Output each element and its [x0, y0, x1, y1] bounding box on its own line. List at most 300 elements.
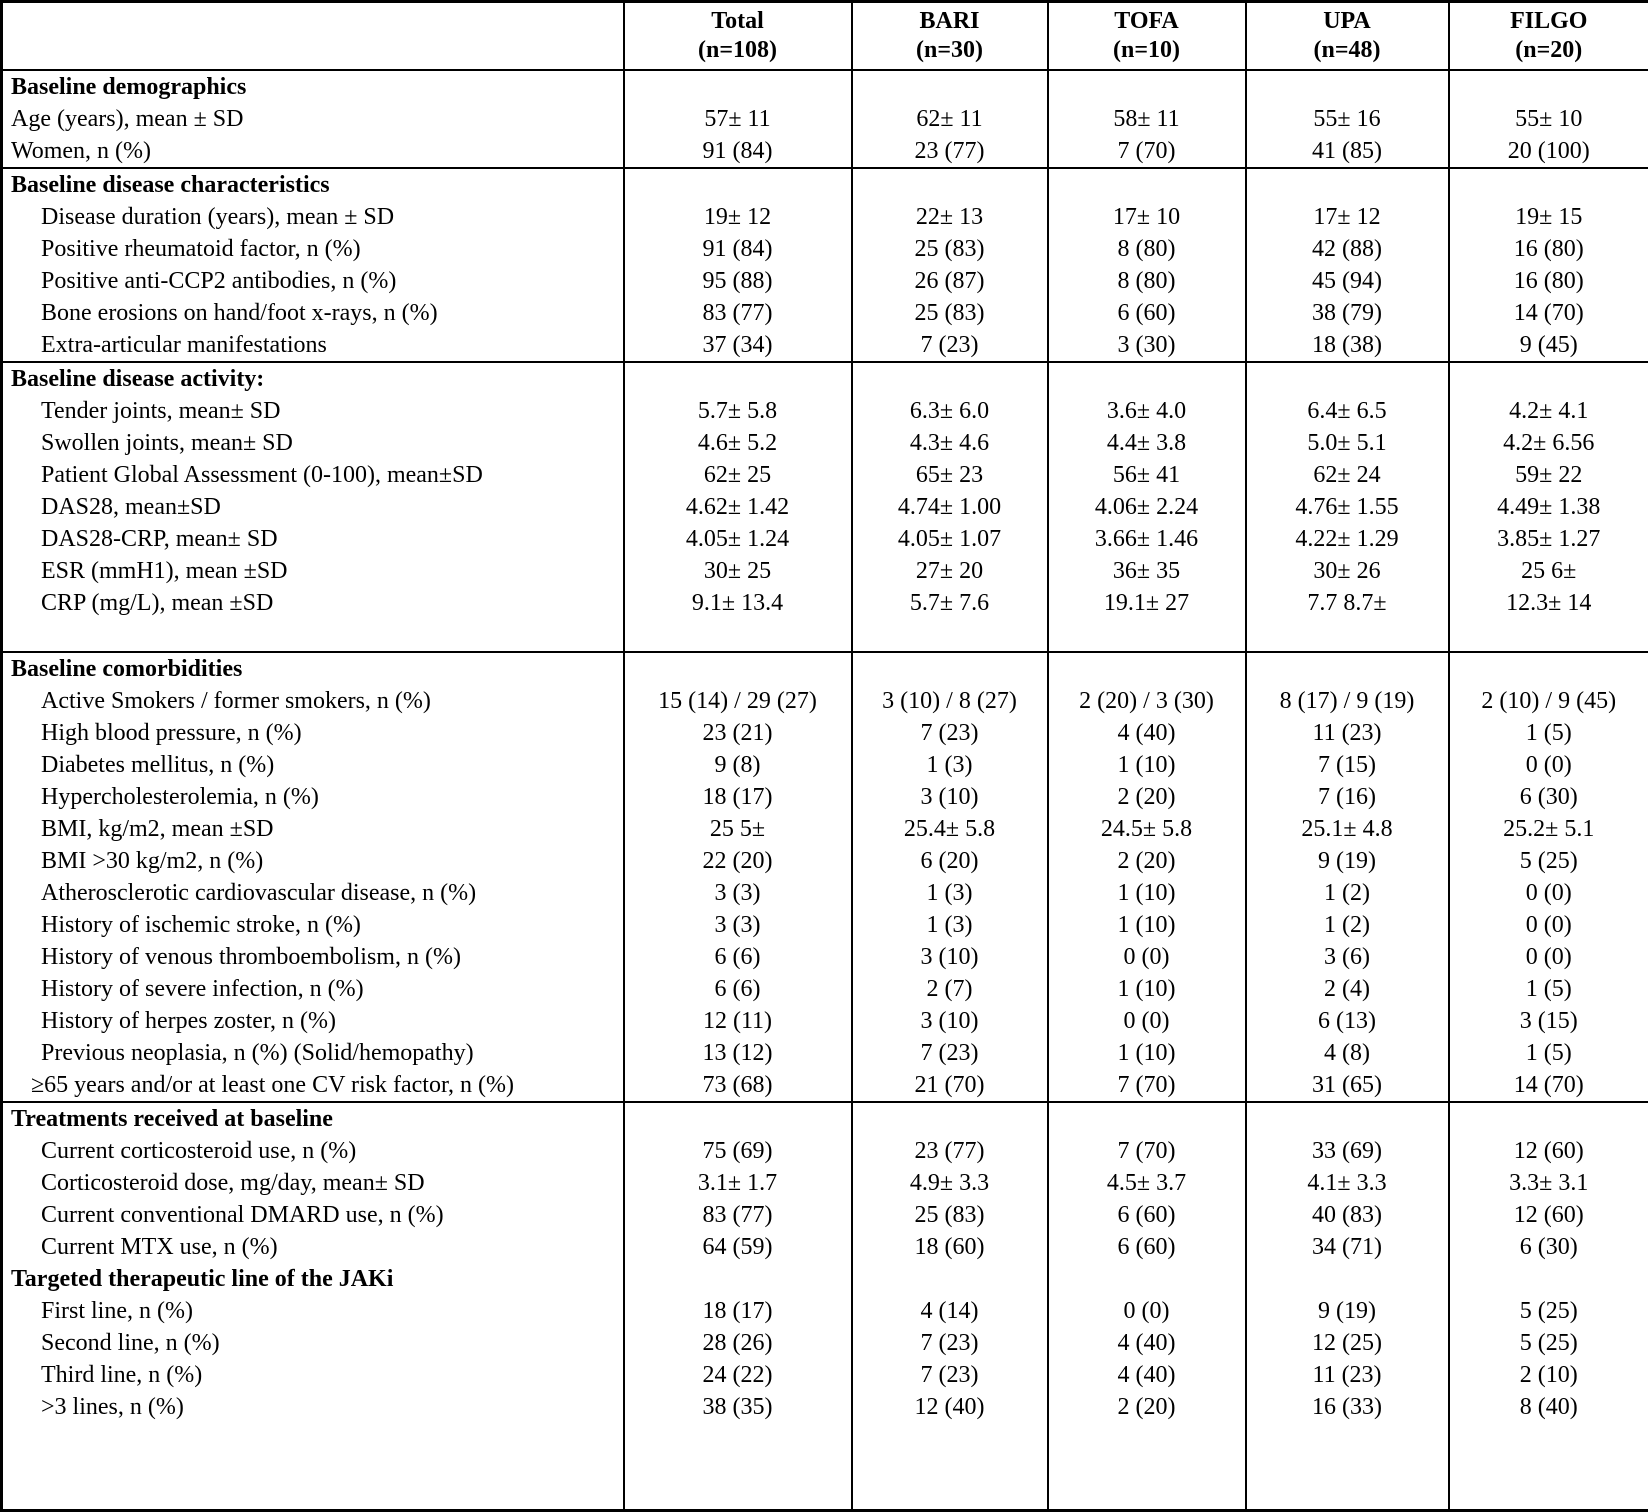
cell-value: 3.66± 1.46 [1048, 523, 1246, 555]
cell-value: 25 (83) [852, 233, 1048, 265]
row-label: ≥65 years and/or at least one CV risk factor, n (%) [2, 1069, 624, 1102]
column-header-label: FILGO [1450, 7, 1648, 36]
row-label [2, 619, 624, 652]
cell-value: 1 (10) [1048, 877, 1246, 909]
cell-value: 6 (30) [1449, 1231, 1648, 1263]
cell-value: 17± 12 [1246, 201, 1449, 233]
cell-value: 58± 11 [1048, 103, 1246, 135]
cell-value: 22 (20) [624, 845, 852, 877]
cell-value: 7.7 8.7± [1246, 587, 1449, 619]
cell-value: 95 (88) [624, 265, 852, 297]
cell-value [624, 168, 852, 201]
cell-value: 75 (69) [624, 1135, 852, 1167]
row-label: Active Smokers / former smokers, n (%) [2, 685, 624, 717]
cell-value: 5 (25) [1449, 845, 1648, 877]
table-row [2, 685, 1648, 717]
cell-value: 4.3± 4.6 [852, 427, 1048, 459]
cell-value: 14 (70) [1449, 297, 1648, 329]
cell-value: 4.1± 3.3 [1246, 1167, 1449, 1199]
cell-value: 6 (60) [1048, 297, 1246, 329]
row-label: Current conventional DMARD use, n (%) [2, 1199, 624, 1231]
cell-value: 4 (40) [1048, 1327, 1246, 1359]
cell-value: 5.0± 5.1 [1246, 427, 1449, 459]
row-label: Current MTX use, n (%) [2, 1231, 624, 1263]
cell-value [624, 1423, 852, 1511]
cell-value: 0 (0) [1048, 1295, 1246, 1327]
cell-value: 9 (45) [1449, 329, 1648, 362]
cell-value: 8 (80) [1048, 265, 1246, 297]
row-label: Positive anti-CCP2 antibodies, n (%) [2, 265, 624, 297]
cell-value: 34 (71) [1246, 1231, 1449, 1263]
cell-value: 1 (5) [1449, 973, 1648, 1005]
table-row [2, 1199, 1648, 1231]
cell-value: 0 (0) [1449, 877, 1648, 909]
cell-value: 4.22± 1.29 [1246, 523, 1449, 555]
cell-value: 30± 26 [1246, 555, 1449, 587]
cell-value: 25 (83) [852, 1199, 1048, 1231]
column-header-label: Total [625, 7, 851, 36]
column-header [852, 2, 1048, 71]
cell-value: 6.3± 6.0 [852, 395, 1048, 427]
cell-value: 4.05± 1.07 [852, 523, 1048, 555]
cell-value: 5 (25) [1449, 1327, 1648, 1359]
cell-value: 62± 25 [624, 459, 852, 491]
cell-value: 65± 23 [852, 459, 1048, 491]
cell-value: 4 (8) [1246, 1037, 1449, 1069]
table-row [2, 329, 1648, 362]
cell-value: 91 (84) [624, 135, 852, 168]
table-row [2, 297, 1648, 329]
cell-value: 22± 13 [852, 201, 1048, 233]
row-label: Baseline comorbidities [2, 652, 624, 685]
cell-value: 30± 25 [624, 555, 852, 587]
cell-value: 25 5± [624, 813, 852, 845]
cell-value: 0 (0) [1449, 749, 1648, 781]
row-label: Positive rheumatoid factor, n (%) [2, 233, 624, 265]
cell-value: 3 (3) [624, 877, 852, 909]
cell-value: 57± 11 [624, 103, 852, 135]
cell-value: 12 (11) [624, 1005, 852, 1037]
table-row [2, 523, 1648, 555]
row-label: Previous neoplasia, n (%) (Solid/hemopathy) [2, 1037, 624, 1069]
cell-value: 6.4± 6.5 [1246, 395, 1449, 427]
cell-value [1449, 70, 1648, 103]
row-label: Patient Global Assessment (0-100), mean±SD [2, 459, 624, 491]
cell-value [852, 1263, 1048, 1295]
table-row [2, 749, 1648, 781]
table-row [2, 395, 1648, 427]
cell-value: 3 (10) [852, 1005, 1048, 1037]
column-header-label: TOFA [1049, 7, 1245, 36]
table-row [2, 1295, 1648, 1327]
cell-value: 8 (80) [1048, 233, 1246, 265]
cell-value: 9 (19) [1246, 845, 1449, 877]
row-label: Diabetes mellitus, n (%) [2, 749, 624, 781]
cell-value: 28 (26) [624, 1327, 852, 1359]
cell-value: 4 (40) [1048, 1359, 1246, 1391]
cell-value: 20 (100) [1449, 135, 1648, 168]
cell-value: 6 (60) [1048, 1231, 1246, 1263]
cell-value: 1 (2) [1246, 877, 1449, 909]
cell-value: 7 (70) [1048, 1069, 1246, 1102]
cell-value: 0 (0) [1048, 941, 1246, 973]
cell-value [1246, 1423, 1449, 1511]
cell-value: 1 (2) [1246, 909, 1449, 941]
table-row [2, 1005, 1648, 1037]
column-header-n: (n=20) [1450, 36, 1648, 65]
row-label: Baseline disease activity: [2, 362, 624, 395]
column-header-n: (n=10) [1049, 36, 1245, 65]
cell-value: 25.2± 5.1 [1449, 813, 1648, 845]
cell-value: 45 (94) [1246, 265, 1449, 297]
cell-value: 7 (23) [852, 1327, 1048, 1359]
cell-value [624, 652, 852, 685]
cell-value: 3 (10) / 8 (27) [852, 685, 1048, 717]
section-row [2, 1263, 1648, 1295]
cell-value [1246, 168, 1449, 201]
cell-value: 2 (10) / 9 (45) [1449, 685, 1648, 717]
cell-value: 3 (6) [1246, 941, 1449, 973]
section-row [2, 652, 1648, 685]
row-label: BMI, kg/m2, mean ±SD [2, 813, 624, 845]
corner-cell [2, 2, 624, 71]
cell-value: 6 (20) [852, 845, 1048, 877]
cell-value: 21 (70) [852, 1069, 1048, 1102]
cell-value: 56± 41 [1048, 459, 1246, 491]
cell-value: 73 (68) [624, 1069, 852, 1102]
spacer-row [2, 619, 1648, 652]
row-label: Baseline demographics [2, 70, 624, 103]
cell-value: 62± 11 [852, 103, 1048, 135]
cell-value: 24.5± 5.8 [1048, 813, 1246, 845]
cell-value: 6 (6) [624, 941, 852, 973]
cell-value: 3.1± 1.7 [624, 1167, 852, 1199]
cell-value: 15 (14) / 29 (27) [624, 685, 852, 717]
row-label [2, 1423, 624, 1511]
cell-value: 62± 24 [1246, 459, 1449, 491]
cell-value: 25.1± 4.8 [1246, 813, 1449, 845]
cell-value: 4.74± 1.00 [852, 491, 1048, 523]
cell-value: 5 (25) [1449, 1295, 1648, 1327]
table-row [2, 1231, 1648, 1263]
section-row [2, 168, 1648, 201]
cell-value: 7 (23) [852, 1037, 1048, 1069]
cell-value: 6 (13) [1246, 1005, 1449, 1037]
cell-value [1048, 1423, 1246, 1511]
cell-value: 7 (70) [1048, 135, 1246, 168]
table-row [2, 1135, 1648, 1167]
cell-value: 1 (3) [852, 909, 1048, 941]
cell-value [852, 1102, 1048, 1135]
cell-value: 9.1± 13.4 [624, 587, 852, 619]
cell-value: 23 (77) [852, 135, 1048, 168]
cell-value: 23 (21) [624, 717, 852, 749]
cell-value [1449, 1263, 1648, 1295]
column-header-n: (n=108) [625, 36, 851, 65]
cell-value: 2 (20) [1048, 1391, 1246, 1423]
cell-value [1449, 619, 1648, 652]
table-row [2, 587, 1648, 619]
cell-value [624, 619, 852, 652]
cell-value: 36± 35 [1048, 555, 1246, 587]
cell-value: 1 (10) [1048, 1037, 1246, 1069]
cell-value: 25 6± [1449, 555, 1648, 587]
table-row [2, 1327, 1648, 1359]
column-header-n: (n=48) [1247, 36, 1448, 65]
table-row [2, 1167, 1648, 1199]
cell-value: 83 (77) [624, 297, 852, 329]
cell-value: 55± 10 [1449, 103, 1648, 135]
cell-value: 4.2± 6.56 [1449, 427, 1648, 459]
cell-value: 4.05± 1.24 [624, 523, 852, 555]
cell-value: 2 (20) / 3 (30) [1048, 685, 1246, 717]
cell-value: 5.7± 7.6 [852, 587, 1048, 619]
cell-value: 18 (60) [852, 1231, 1048, 1263]
cell-value: 5.7± 5.8 [624, 395, 852, 427]
cell-value: 18 (17) [624, 781, 852, 813]
cell-value: 59± 22 [1449, 459, 1648, 491]
cell-value [624, 362, 852, 395]
row-label: Current corticosteroid use, n (%) [2, 1135, 624, 1167]
cell-value [624, 1102, 852, 1135]
row-label: Age (years), mean ± SD [2, 103, 624, 135]
cell-value: 7 (70) [1048, 1135, 1246, 1167]
table-row [2, 781, 1648, 813]
row-label: Atherosclerotic cardiovascular disease, n (%) [2, 877, 624, 909]
table-row [2, 265, 1648, 297]
cell-value: 23 (77) [852, 1135, 1048, 1167]
column-header-label: UPA [1247, 7, 1448, 36]
cell-value: 13 (12) [624, 1037, 852, 1069]
row-label: Baseline disease characteristics [2, 168, 624, 201]
cell-value: 1 (3) [852, 877, 1048, 909]
cell-value: 16 (80) [1449, 265, 1648, 297]
spacer-row [2, 1423, 1648, 1511]
cell-value [1449, 1423, 1648, 1511]
cell-value: 42 (88) [1246, 233, 1449, 265]
cell-value: 19.1± 27 [1048, 587, 1246, 619]
cell-value: 4.76± 1.55 [1246, 491, 1449, 523]
cell-value: 18 (17) [624, 1295, 852, 1327]
cell-value [1048, 362, 1246, 395]
row-label: ESR (mmH1), mean ±SD [2, 555, 624, 587]
cell-value: 64 (59) [624, 1231, 852, 1263]
cell-value: 19± 15 [1449, 201, 1648, 233]
cell-value: 3 (30) [1048, 329, 1246, 362]
table-row [2, 941, 1648, 973]
table-row [2, 717, 1648, 749]
cell-value: 2 (20) [1048, 845, 1246, 877]
table-row [2, 103, 1648, 135]
cell-value: 7 (15) [1246, 749, 1449, 781]
table-body [2, 70, 1648, 1511]
cell-value: 1 (3) [852, 749, 1048, 781]
table-row [2, 459, 1648, 491]
cell-value: 12 (40) [852, 1391, 1048, 1423]
cell-value: 16 (80) [1449, 233, 1648, 265]
cell-value: 40 (83) [1246, 1199, 1449, 1231]
cell-value: 7 (23) [852, 1359, 1048, 1391]
cell-value [1449, 362, 1648, 395]
row-label: Bone erosions on hand/foot x-rays, n (%) [2, 297, 624, 329]
cell-value: 91 (84) [624, 233, 852, 265]
section-row [2, 1102, 1648, 1135]
cell-value: 25.4± 5.8 [852, 813, 1048, 845]
cell-value [852, 168, 1048, 201]
cell-value [1048, 619, 1246, 652]
cell-value [1246, 619, 1449, 652]
cell-value: 25 (83) [852, 297, 1048, 329]
table-row [2, 427, 1648, 459]
cell-value: 12 (25) [1246, 1327, 1449, 1359]
cell-value: 4.5± 3.7 [1048, 1167, 1246, 1199]
cell-value: 8 (40) [1449, 1391, 1648, 1423]
column-header [624, 2, 852, 71]
row-label: Treatments received at baseline [2, 1102, 624, 1135]
cell-value: 4 (40) [1048, 717, 1246, 749]
row-label: History of ischemic stroke, n (%) [2, 909, 624, 941]
cell-value: 6 (60) [1048, 1199, 1246, 1231]
cell-value [1048, 652, 1246, 685]
column-header-n: (n=30) [853, 36, 1047, 65]
cell-value: 27± 20 [852, 555, 1048, 587]
cell-value [624, 1263, 852, 1295]
cell-value [1246, 652, 1449, 685]
row-label: History of severe infection, n (%) [2, 973, 624, 1005]
row-label: CRP (mg/L), mean ±SD [2, 587, 624, 619]
cell-value: 4.6± 5.2 [624, 427, 852, 459]
table-row [2, 973, 1648, 1005]
cell-value: 1 (5) [1449, 1037, 1648, 1069]
row-label: Disease duration (years), mean ± SD [2, 201, 624, 233]
row-label: Targeted therapeutic line of the JAKi [2, 1263, 624, 1295]
cell-value [1246, 1102, 1449, 1135]
cell-value [1449, 168, 1648, 201]
row-label: Swollen joints, mean± SD [2, 427, 624, 459]
cell-value [852, 652, 1048, 685]
cell-value: 16 (33) [1246, 1391, 1449, 1423]
row-label: >3 lines, n (%) [2, 1391, 624, 1423]
header-row [2, 2, 1648, 71]
cell-value: 55± 16 [1246, 103, 1449, 135]
cell-value [852, 619, 1048, 652]
cell-value: 19± 12 [624, 201, 852, 233]
cell-value: 37 (34) [624, 329, 852, 362]
table-row [2, 845, 1648, 877]
column-header-label: BARI [853, 7, 1047, 36]
row-label: Hypercholesterolemia, n (%) [2, 781, 624, 813]
row-label: High blood pressure, n (%) [2, 717, 624, 749]
cell-value: 2 (10) [1449, 1359, 1648, 1391]
row-label: History of herpes zoster, n (%) [2, 1005, 624, 1037]
table-row [2, 491, 1648, 523]
cell-value: 8 (17) / 9 (19) [1246, 685, 1449, 717]
cell-value: 3.3± 3.1 [1449, 1167, 1648, 1199]
cell-value: 11 (23) [1246, 1359, 1449, 1391]
cell-value [1449, 1102, 1648, 1135]
column-header [1246, 2, 1449, 71]
cell-value: 4 (14) [852, 1295, 1048, 1327]
cell-value [1246, 70, 1449, 103]
row-label: DAS28-CRP, mean± SD [2, 523, 624, 555]
row-label: Tender joints, mean± SD [2, 395, 624, 427]
cell-value [852, 362, 1048, 395]
cell-value: 31 (65) [1246, 1069, 1449, 1102]
cell-value: 38 (35) [624, 1391, 852, 1423]
cell-value [1048, 70, 1246, 103]
cell-value: 38 (79) [1246, 297, 1449, 329]
cell-value: 7 (16) [1246, 781, 1449, 813]
cell-value: 3.6± 4.0 [1048, 395, 1246, 427]
section-row [2, 362, 1648, 395]
row-label: Corticosteroid dose, mg/day, mean± SD [2, 1167, 624, 1199]
table-row [2, 1359, 1648, 1391]
cell-value: 1 (10) [1048, 909, 1246, 941]
cell-value [1048, 1102, 1246, 1135]
table-row [2, 1391, 1648, 1423]
table-row [2, 909, 1648, 941]
cell-value: 1 (10) [1048, 973, 1246, 1005]
cell-value: 26 (87) [852, 265, 1048, 297]
cell-value: 17± 10 [1048, 201, 1246, 233]
table-row [2, 555, 1648, 587]
table-row [2, 813, 1648, 845]
column-header [1048, 2, 1246, 71]
cell-value: 7 (23) [852, 329, 1048, 362]
row-label: DAS28, mean±SD [2, 491, 624, 523]
section-row [2, 70, 1648, 103]
cell-value: 9 (19) [1246, 1295, 1449, 1327]
cell-value: 12 (60) [1449, 1199, 1648, 1231]
cell-value: 4.9± 3.3 [852, 1167, 1048, 1199]
cell-value: 4.2± 4.1 [1449, 395, 1648, 427]
cell-value: 3.85± 1.27 [1449, 523, 1648, 555]
cell-value: 6 (30) [1449, 781, 1648, 813]
cell-value: 4.62± 1.42 [624, 491, 852, 523]
table-row [2, 1037, 1648, 1069]
cell-value: 4.06± 2.24 [1048, 491, 1246, 523]
cell-value: 0 (0) [1449, 909, 1648, 941]
cell-value: 2 (4) [1246, 973, 1449, 1005]
table-row [2, 877, 1648, 909]
cell-value: 12 (60) [1449, 1135, 1648, 1167]
cell-value: 2 (20) [1048, 781, 1246, 813]
cell-value: 83 (77) [624, 1199, 852, 1231]
cell-value: 6 (6) [624, 973, 852, 1005]
cell-value: 1 (10) [1048, 749, 1246, 781]
cell-value: 2 (7) [852, 973, 1048, 1005]
cell-value [1246, 362, 1449, 395]
table-row [2, 233, 1648, 265]
cell-value: 3 (3) [624, 909, 852, 941]
row-label: History of venous thromboembolism, n (%) [2, 941, 624, 973]
cell-value: 0 (0) [1048, 1005, 1246, 1037]
cell-value [1449, 652, 1648, 685]
cell-value: 12.3± 14 [1449, 587, 1648, 619]
cell-value [1246, 1263, 1449, 1295]
cell-value: 7 (23) [852, 717, 1048, 749]
row-label: BMI >30 kg/m2, n (%) [2, 845, 624, 877]
row-label: Women, n (%) [2, 135, 624, 168]
cell-value: 9 (8) [624, 749, 852, 781]
cell-value: 11 (23) [1246, 717, 1449, 749]
cell-value: 1 (5) [1449, 717, 1648, 749]
cell-value: 3 (10) [852, 781, 1048, 813]
cell-value: 4.4± 3.8 [1048, 427, 1246, 459]
column-header [1449, 2, 1648, 71]
cell-value: 24 (22) [624, 1359, 852, 1391]
cell-value [852, 70, 1048, 103]
